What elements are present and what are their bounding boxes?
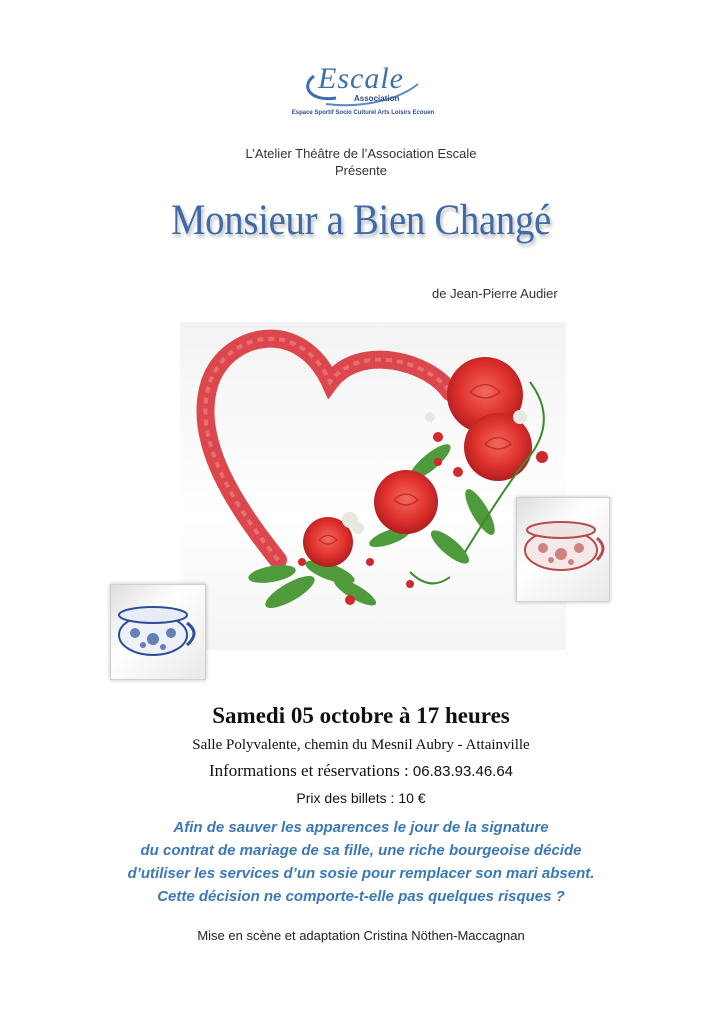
logo-subtitle: Association: [354, 94, 400, 103]
ticket-price: Prix des billets : 10 €: [296, 790, 426, 806]
synopsis-line: Cette décision ne comporte-t-elle pas quelques risques ?: [157, 888, 565, 905]
intro-line-2: Présente: [334, 163, 388, 178]
event-date: Samedi 05 octobre à 17 heures: [212, 703, 510, 728]
heart-roses-illustration: [180, 322, 566, 650]
logo-wordmark: Escale: [318, 62, 404, 95]
play-author: de Jean-Pierre Audier: [432, 286, 558, 301]
synopsis-line: du contrat de mariage de sa fille, une riche bourgeoise décide: [140, 842, 582, 859]
play-title: Monsieur a Bien Changé: [171, 197, 551, 244]
reservation-label: Informations et réservations :: [208, 761, 413, 780]
synopsis-line: Afin de sauver les apparences le jour de la signature: [173, 819, 549, 836]
escale-logo: [291, 58, 435, 124]
logo-tagline: Espace Sportif Socio Culturel Arts Loisirs Ecouen: [291, 110, 435, 116]
director-credits: Mise en scène et adaptation Cristina Nöthen-Maccagnan: [197, 928, 525, 943]
intro-line-1: L’Atelier Théâtre de l’Association Escale: [245, 146, 477, 161]
chamber-pot-icon: [111, 585, 205, 679]
red-chamber-pot-image: [516, 497, 610, 602]
event-venue: Salle Polyvalente, chemin du Mesnil Aubry - Attainville: [192, 737, 530, 753]
blue-chamber-pot-image: [110, 584, 206, 680]
reservation-info: [0, 761, 722, 781]
chamber-pot-icon: [517, 498, 609, 601]
reservation-phone: 06.83.93.46.64: [412, 763, 514, 780]
synopsis-line: d’utiliser les services d’un sosie pour remplacer son mari absent.: [127, 865, 595, 882]
heart-ribbon-icon: [180, 322, 566, 650]
